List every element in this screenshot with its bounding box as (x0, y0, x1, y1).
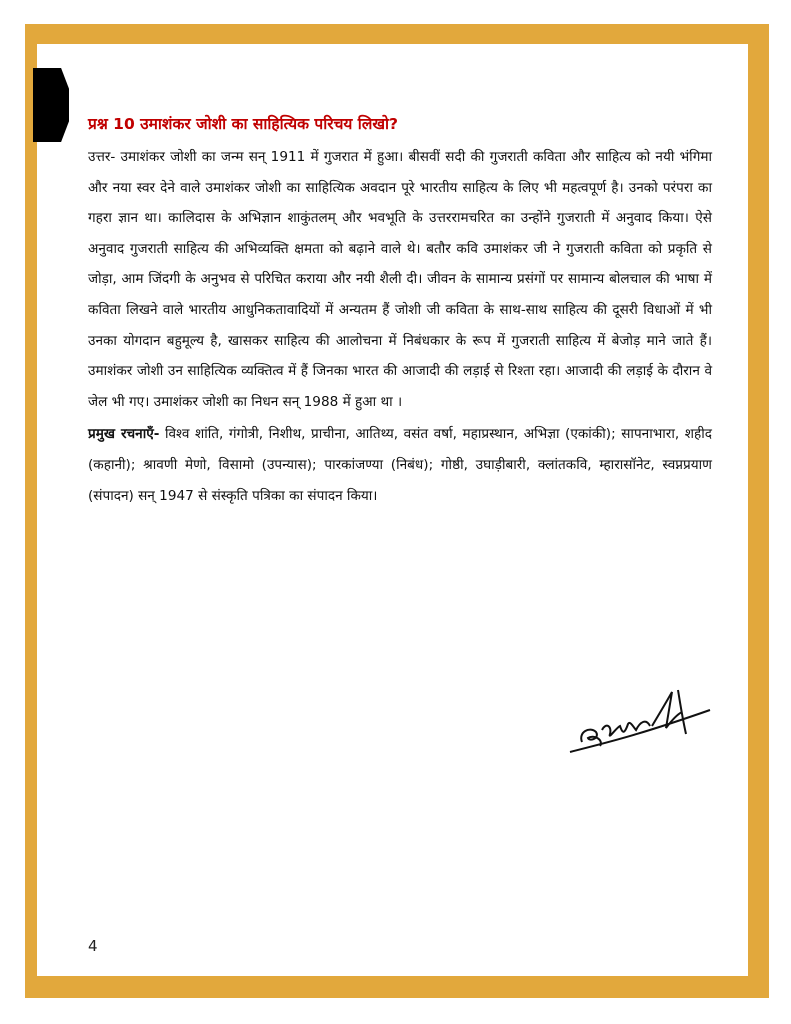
document-content (88, 110, 712, 511)
page-number: 4 (88, 937, 98, 955)
major-works-list: विश्व शांति, गंगोत्री, निशीथ, प्राचीना, आतिथ्य, वसंत वर्षा, महाप्रस्थान, अभिज्ञा (एकांकी); सापनाभारा, शहीद (कहानी); श्रावणी मेणो, विसामो (उपन्यास); पारकांजण्या (निबंध); गोष्ठी, उघाड़ीबारी, क्लांतकवि, म्हारासॉनेट, स्वप्नप्रयाण (संपादन) सन् 1947 से संस्कृति पत्रिका का संपादन किया। (88, 426, 712, 504)
bookmark-tab-marker (33, 68, 69, 142)
major-works-paragraph (88, 419, 712, 511)
answer-paragraph: उत्तर- उमाशंकर जोशी का जन्म सन् 1911 में गुजरात में हुआ। बीसवीं सदी की गुजराती कविता और साहित्य को नयी भंगिमा और नया स्वर देने वाले उमाशंकर जोशी का साहित्यिक अवदान पूरे भारतीय साहित्य के लिए भी महत्वपूर्ण है। उनको परंपरा का गहरा ज्ञान था। कालिदास के अभिज्ञान शाकुंतलम् और भवभूति के उत्तररामचरित का उन्होंने गुजराती में अनुवाद किया। ऐसे अनुवाद गुजराती साहित्य की अभिव्यक्ति क्षमता को बढ़ाने वाले थे। बतौर कवि उमाशंकर जी ने गुजराती कविता को प्रकृति से जोड़ा, आम जिंदगी के अनुभव से परिचित कराया और नयी शैली दी। जीवन के सामान्य प्रसंगों पर सामान्य बोलचाल की भाषा में कविता लिखने वाले भारतीय आधुनिकतावादियों में अन्यतम हैं जोशी जी कविता के साथ-साथ साहित्य की दूसरी विधाओं में भी उनका योगदान बहुमूल्य है, खासकर साहित्य की आलोचना में निबंधकार के रूप में गुजराती साहित्य में बेजोड़ माने जाते हैं। उमाशंकर जोशी उन साहित्यिक व्यक्तित्व में हैं जिनका भारत की आजादी की लड़ाई से रिश्ता रहा। आजादी की लड़ाई के दौरान वे जेल भी गए। उमाशंकर जोशी का निधन सन् 1988 में हुआ था । (88, 149, 712, 410)
handwritten-signature (560, 682, 720, 762)
question-title: प्रश्न 10 उमाशंकर जोशी का साहित्यिक परिचय लिखो? (88, 115, 399, 133)
major-works-label: प्रमुख रचनाएँ- (88, 426, 160, 443)
